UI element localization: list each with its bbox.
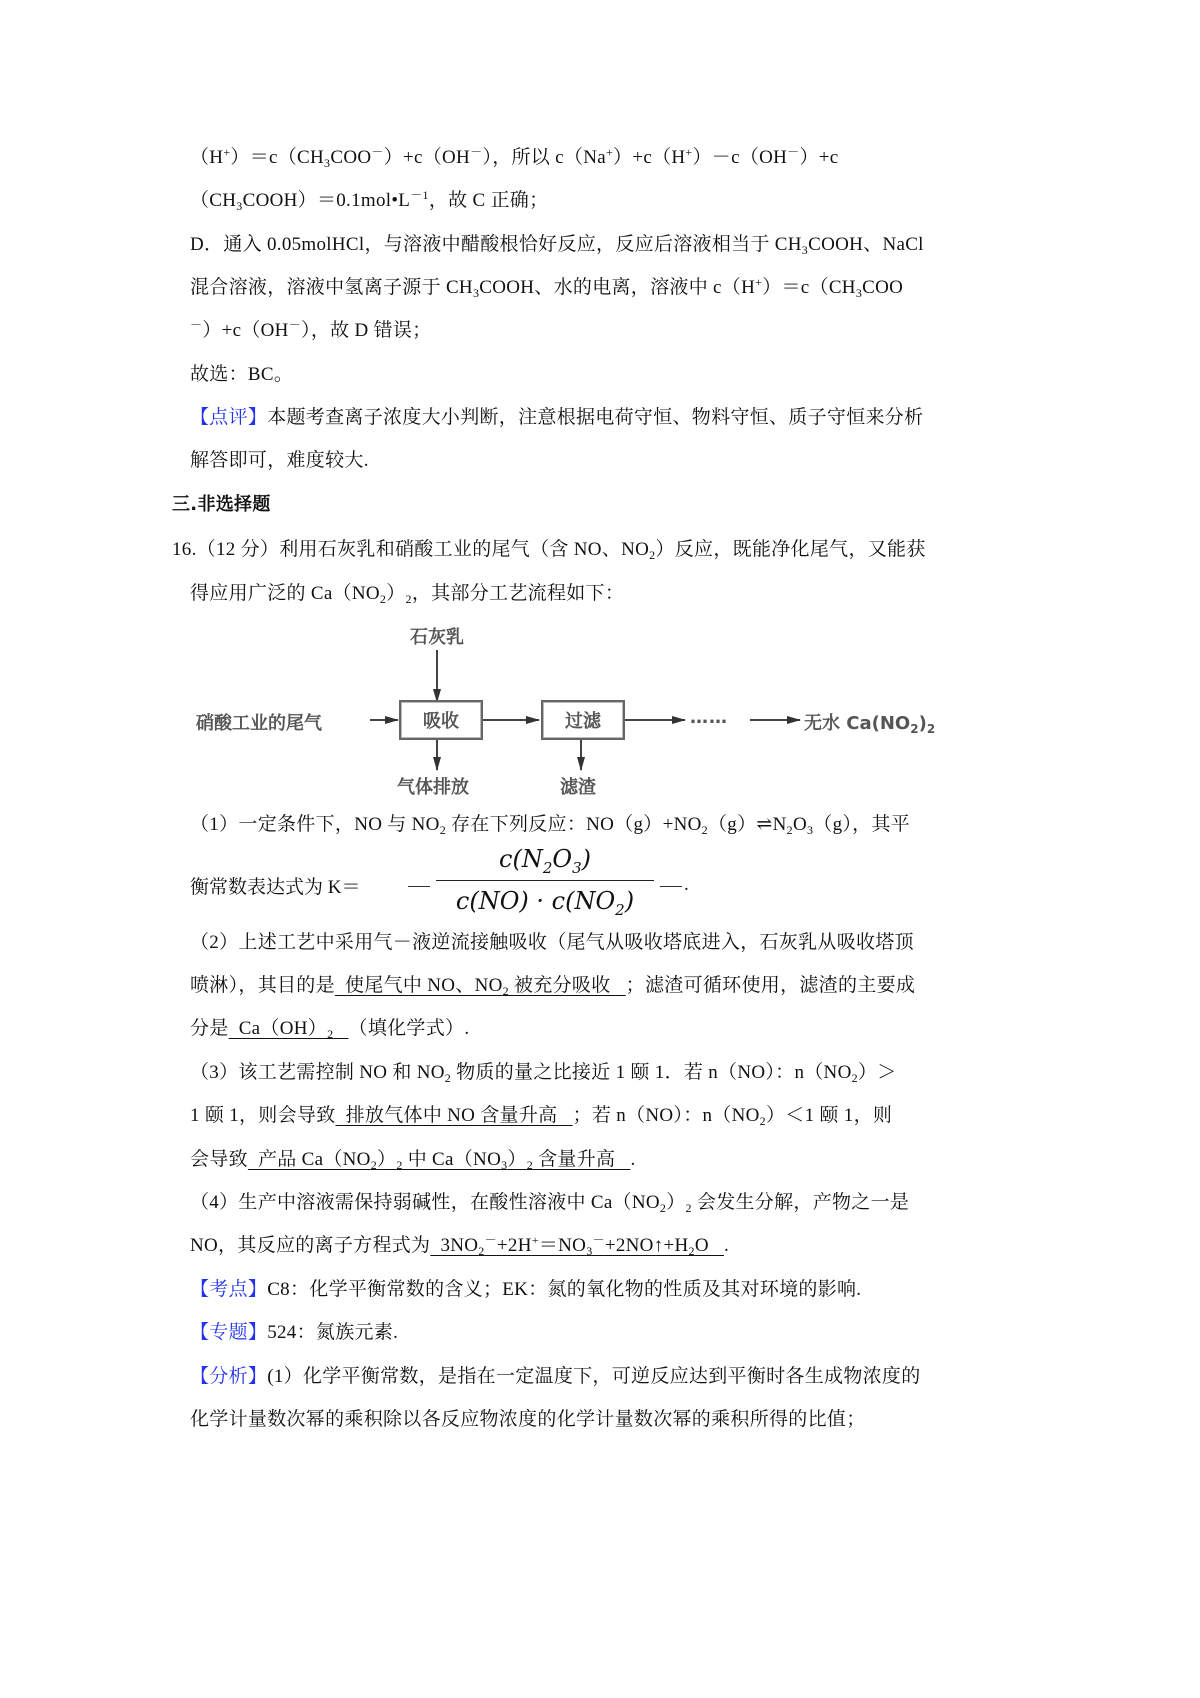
fenxi-line-1: 【分析】(1）化学平衡常数，是指在一定温度下，可逆反应达到平衡时各生成物浓度的 bbox=[190, 1366, 921, 1387]
fraction-denominator: $c(NO) \cdot c(NO_2)$ bbox=[455, 887, 635, 919]
fraction bbox=[430, 840, 660, 921]
sub1-line-1: （1）一定条件下，NO 与 $NO_2$ 存在下列反应：$NO(g)+NO_2(g)\rightleftharpoons N_2O_3(g)$，其平 bbox=[190, 814, 911, 837]
kaodian-line: 【考点】C8：化学平衡常数的含义；EK：氮的氧化物的性质及其对环境的影响. bbox=[190, 1279, 862, 1300]
answer-blank-left bbox=[408, 886, 430, 887]
sub2-line-1: （2）上述工艺中采用气－液逆流接触吸收（尾气从吸收塔底进入，石灰乳从吸收塔顶 bbox=[190, 932, 914, 953]
answer-excess-no: 排放气体中 NO 含量升高 bbox=[335, 1105, 573, 1126]
review-line-2: 解答即可，难度较大. bbox=[190, 450, 369, 471]
q16-line-2: 得应用广泛的 $Ca(NO_2)_2$，其部分工艺流程如下： bbox=[190, 583, 625, 606]
kaodian-tag: 【考点】 bbox=[190, 1279, 268, 1300]
flow-label-residue: 滤渣 bbox=[560, 777, 596, 798]
flow-label-lime: 石灰乳 bbox=[410, 627, 464, 648]
q16-line-1: 16.（12 分）利用石灰乳和硝酸工业的尾气（含 NO、$NO_2$）反应，既能净化尾气，又能获 bbox=[172, 539, 926, 562]
flow-ellipsis: …… bbox=[690, 707, 728, 728]
sub3-line-1: （3）该工艺需控制 NO 和 $NO_2$ 物质的量之比接近 1 颐 1．若 n（NO）：$n(NO_2)>$ bbox=[190, 1062, 897, 1085]
sub3-line-3: 会导致 产品 $Ca(NO_2)_2$ 中 $Ca(NO_3)_2$ 含量升高 . bbox=[190, 1149, 636, 1172]
k-label: 衡常数表达式为 K＝ bbox=[190, 877, 361, 898]
flow-box-absorb: 吸收 bbox=[399, 700, 483, 740]
sub2-line-2: 喷淋），其目的是 使尾气中 NO、$NO_2$ 被充分吸收 ；滤渣可循环使用，滤渣的主要成 bbox=[190, 975, 916, 998]
part-d-line-2: 混合溶液，溶液中氢离子源于 $CH_3COOH$、水的电离，溶液中 $c(H^+)=c(CH_3COO$ bbox=[190, 275, 904, 300]
review-line-1: 【点评】本题考查离子浓度大小判断，注意根据电荷守恒、物料守恒、质子守恒来分析 bbox=[190, 407, 924, 428]
part-d-line-1: D．通入 0.05molHCl，与溶液中醋酸根恰好反应，反应后溶液相当于 $CH_3COOH$、NaCl bbox=[190, 234, 924, 257]
fenxi-tag: 【分析】 bbox=[190, 1366, 268, 1387]
part-d-line-3: －）+c（OH－），故 D 错误； bbox=[190, 318, 432, 341]
period: . bbox=[684, 874, 689, 895]
zhuanti-tag: 【专题】 bbox=[190, 1322, 268, 1343]
fraction-numerator: $c(N_2O_3)$ bbox=[499, 845, 591, 877]
section-title: 三.非选择题 bbox=[172, 494, 271, 515]
part-c-line-2: $(CH_3COOH)=0.1mol•L^{-1}$，故 C 正确； bbox=[190, 188, 549, 213]
answer-line: 故选：BC。 bbox=[190, 364, 294, 385]
answer-ionic-equation: $3NO_2^-+2H^+=NO_3^-+2NO↑+H_2O$ bbox=[430, 1233, 724, 1258]
flow-label-product: 无水 $Ca(NO_2)_2$ bbox=[804, 713, 936, 736]
answer-blank-right bbox=[660, 886, 682, 887]
sub2-line-3: 分是 $Ca(OH)_2$ （填化学式）. bbox=[190, 1018, 470, 1041]
sub4-line-1: （4）生产中溶液需保持弱碱性，在酸性溶液中 $Ca(NO_2)_2$ 会发生分解，产物之一是 bbox=[190, 1192, 910, 1215]
flow-box-filter: 过滤 bbox=[541, 700, 625, 740]
review-tag: 【点评】 bbox=[190, 407, 268, 428]
answer-purpose: 使尾气中 NO、$NO_2$ 被充分吸收 bbox=[334, 975, 626, 998]
flow-label-exhaust: 气体排放 bbox=[397, 777, 469, 798]
zhuanti-line: 【专题】524：氮族元素. bbox=[190, 1322, 399, 1343]
answer-excess-no2: 产品 $Ca(NO_2)_2$ 中 $Ca(NO_3)_2$ 含量升高 bbox=[247, 1149, 631, 1172]
process-flowchart bbox=[190, 615, 970, 798]
sub4-line-2: NO，其反应的离子方程式为 $3NO_2^-+2H^+=NO_3^-+2NO↑+H_2O$ . bbox=[190, 1233, 730, 1258]
answer-residue: $Ca(OH)_2$ bbox=[228, 1018, 334, 1041]
flow-label-input-gas: 硝酸工业的尾气 bbox=[196, 713, 322, 734]
sub3-line-2: 1 颐 1，则会导致 排放气体中 NO 含量升高 ；若 n（NO）：$n(NO_2)<1$ 颐 1，则 bbox=[190, 1105, 893, 1128]
fenxi-line-2: 化学计量数次幂的乘积除以各反应物浓度的化学计量数次幂的乘积所得的比值； bbox=[190, 1409, 866, 1430]
part-c-line-1: $(H^+)=c(CH_3COO^-)+c(OH^-)$，所以 c（Na+）+c（H+）－c（OH－）+c bbox=[190, 145, 839, 170]
